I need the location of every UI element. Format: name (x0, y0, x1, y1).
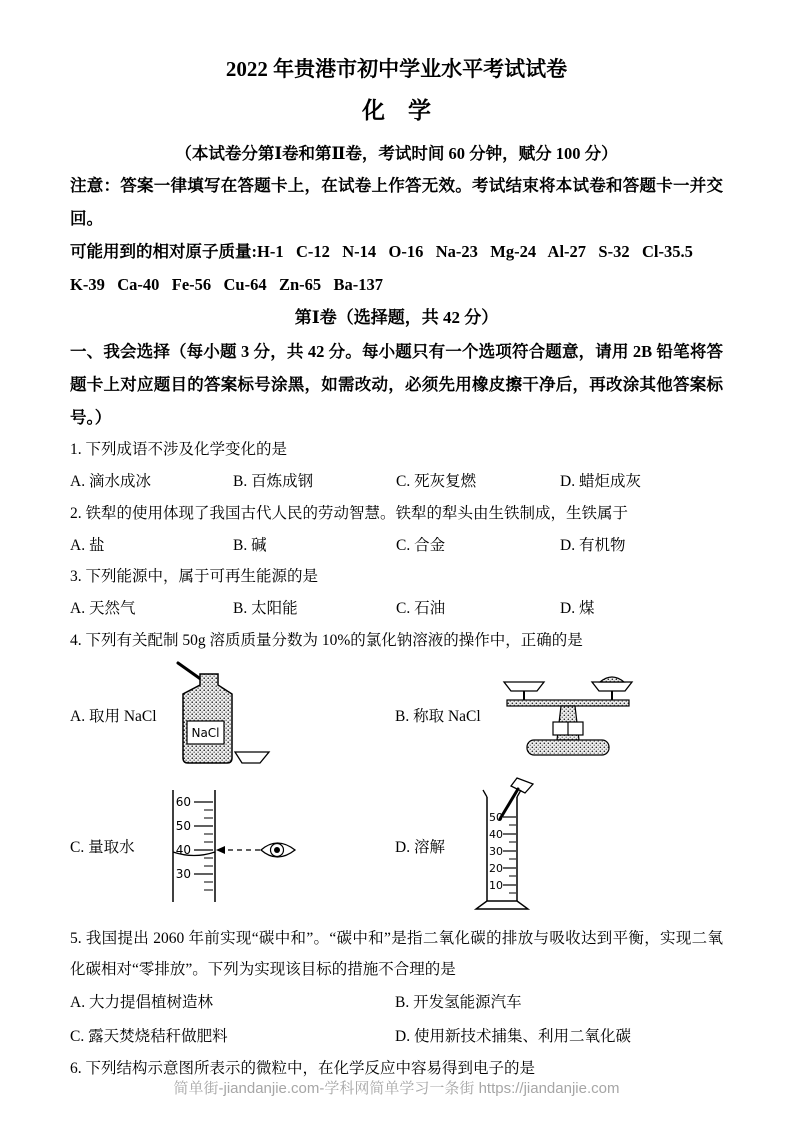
q4-option-d-label: D. 溶解 (395, 838, 445, 856)
scale-50: 50 (488, 810, 503, 824)
measuring-cylinder-eye-figure (153, 790, 303, 902)
question-1-options (70, 466, 723, 498)
question-6-text: 6. 下列结构示意图所表示的微粒中，在化学反应中容易得到电子的是 (70, 1059, 536, 1077)
balance-base (527, 740, 609, 755)
eye-pupil (274, 847, 280, 853)
q2-option-d: D. 有机物 (560, 536, 626, 554)
q4-option-c-label: C. 量取水 (70, 838, 135, 856)
q5-option-d: D. 使用新技术捕集、利用二氧化碳 (395, 1027, 631, 1045)
dissolving-cylinder-figure (463, 777, 549, 915)
right-pan (592, 682, 632, 691)
question-4-figures-row-2 (70, 777, 723, 915)
balance-figure (499, 670, 637, 760)
q2-option-b: B. 碱 (233, 536, 267, 554)
cylinder-foot (476, 901, 528, 909)
q3-option-c: C. 石油 (396, 600, 446, 618)
sight-arrow (216, 846, 225, 854)
notice-line-1: 注意：答案一律填写在答题卡上，在试卷上作答无效。考试结束将本试卷和答题卡一并交回。 (70, 176, 723, 229)
q1-option-b: B. 百炼成钢 (233, 473, 314, 491)
q2-option-a: A. 盐 (70, 536, 105, 554)
scale-40: 40 (488, 827, 503, 841)
scale-40: 40 (175, 842, 191, 857)
q1-option-a: A. 滴水成冰 (70, 473, 151, 491)
q3-option-d: D. 煤 (560, 600, 595, 618)
q3-option-a: A. 天然气 (70, 600, 136, 618)
scale-20: 20 (488, 861, 503, 875)
notice-line-3: K-39 Ca-40 Fe-56 Cu-64 Zn-65 Ba-137 (70, 275, 384, 295)
question-4-text: 4. 下列有关配制 50g 溶质质量分数为 10%的氯化钠溶液的操作中，正确的是 (70, 631, 583, 649)
footer-watermark: 简单街-jiandanjie.com-学科网简单学习一条街 https://jiandanjie.com (173, 1080, 620, 1097)
reagent-bottle-figure (175, 661, 271, 769)
q4-option-a-label: A. 取用 NaCl (70, 707, 157, 725)
q4-option-d-cell (395, 777, 549, 915)
question-4-figures-row-1 (70, 661, 723, 769)
rim-flare-left (483, 790, 487, 797)
q5-option-b: B. 开发氢能源汽车 (395, 994, 522, 1012)
left-pan (504, 682, 544, 691)
bottle-body (183, 674, 232, 763)
q1-option-d: D. 蜡炬成灰 (560, 473, 641, 491)
q4-option-c-cell (70, 790, 395, 902)
bottle-label-text: NaCl (191, 725, 220, 740)
scale-50: 50 (175, 818, 191, 833)
q5-option-a: A. 大力提倡植树造林 (70, 994, 213, 1012)
question-3-options (70, 593, 723, 625)
balance-beam (507, 700, 629, 706)
q5-option-c: C. 露天焚烧秸秆做肥料 (70, 1027, 228, 1045)
exam-info: （本试卷分第Ⅰ卷和第Ⅱ卷，考试时间 60 分钟，赋分 100 分） (175, 144, 618, 163)
q4-option-b-label: B. 称取 NaCl (395, 707, 481, 725)
question-1-text: 1. 下列成语不涉及化学变化的是 (70, 441, 288, 459)
question-5-text: 5. 我国提出 2060 年前实现“碳中和”。“碳中和”是指二氧化碳的排放与吸收达到平衡，实现二氧化碳相对“零排放”。下列为实现该目标的措施不合理的是 (70, 929, 723, 979)
watch-glass-icon (235, 752, 269, 763)
question-2-text: 2. 铁犁的使用体现了我国古代人民的劳动智慧。铁犁的犁头由生铁制成，生铁属于 (70, 504, 629, 522)
q2-option-c: C. 合金 (396, 536, 446, 554)
q4-option-a-cell (70, 661, 395, 769)
notice-line-2: 可能用到的相对原子质量:H-1 C-12 N-14 O-16 Na-23 Mg-24 Al-27 S-32 Cl-35.5 (70, 242, 693, 262)
exam-subject: 化 学 (362, 97, 431, 123)
stir-rod-paddle (511, 778, 533, 793)
salt-pile (600, 677, 624, 682)
exam-title: 2022 年贵港市初中学业水平考试试卷 (225, 57, 568, 81)
question-2-options (70, 530, 723, 562)
scale-30: 30 (175, 866, 191, 881)
question-5-options (70, 986, 723, 1053)
section-1-title: 第Ⅰ卷（选择题，共 42 分） (294, 308, 499, 328)
q4-option-b-cell (395, 670, 637, 760)
q3-option-b: B. 太阳能 (233, 600, 298, 618)
scale-30: 30 (488, 844, 503, 858)
q1-option-c: C. 死灰复燃 (396, 473, 477, 491)
scale-60: 60 (175, 794, 191, 809)
question-3-text: 3. 下列能源中，属于可再生能源的是 (70, 568, 319, 586)
section-1-intro: 一、我会选择（每小题 3 分，共 42 分。每小题只有一个选项符合题意，请用 2B 铅笔将答题卡上对应题目的答案标号涂黑，如需改动，必须先用橡皮擦干净后，再改涂其他答案标号。） (70, 342, 723, 428)
scale-10: 10 (488, 878, 503, 892)
